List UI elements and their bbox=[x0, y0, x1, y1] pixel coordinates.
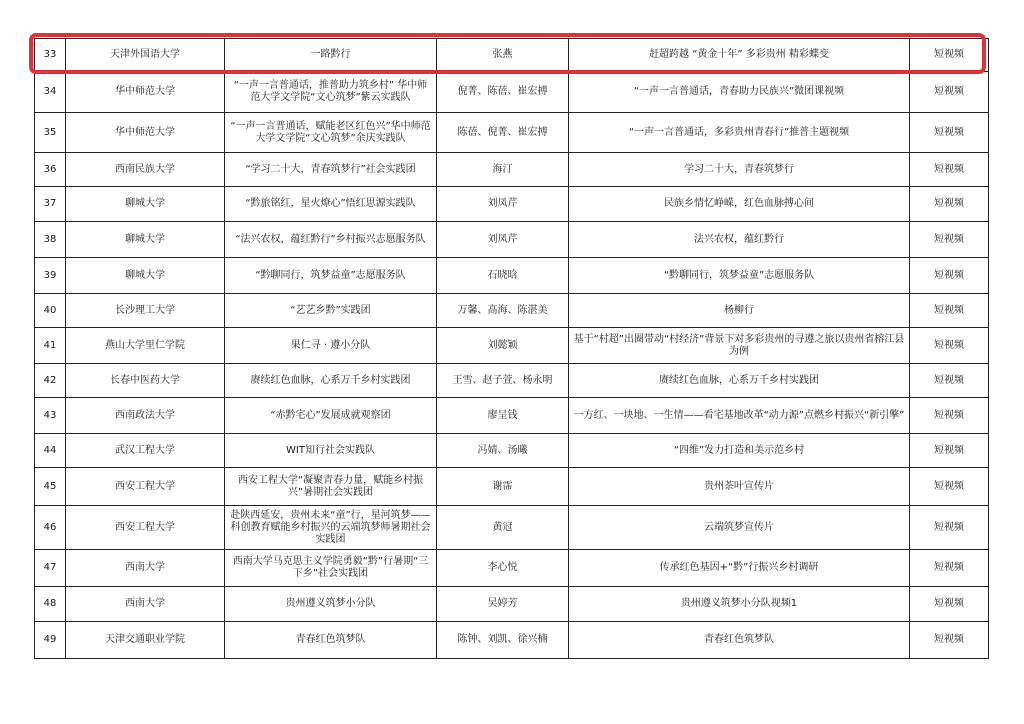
members-cell: 倪菁、陈蓓、崔宏搏 bbox=[437, 72, 569, 113]
team-cell: “一声一言普通话，赋能老区红色兴”华中师范大学文学院“文心筑梦”余庆实践队 bbox=[225, 113, 437, 153]
university-cell: 西南政法大学 bbox=[66, 398, 225, 434]
row-number-cell: 48 bbox=[35, 587, 66, 622]
university-cell: 华中师范大学 bbox=[66, 113, 225, 153]
members-cell: 黄冠 bbox=[437, 506, 569, 550]
row-number-cell: 38 bbox=[35, 222, 66, 258]
table-row bbox=[35, 39, 989, 72]
type-cell: 短视频 bbox=[910, 328, 989, 364]
row-number-cell: 36 bbox=[35, 153, 66, 187]
table-row bbox=[35, 622, 989, 659]
type-cell: 短视频 bbox=[910, 294, 989, 328]
row-number-cell: 34 bbox=[35, 72, 66, 113]
title-cell: 法兴农权，蕴红黔行 bbox=[569, 222, 910, 258]
team-cell: “一声一言普通话，推普助力筑乡村” 华中师范大学文学院“文心筑梦”紫云实践队 bbox=[225, 72, 437, 113]
university-cell: 聊城大学 bbox=[66, 187, 225, 222]
team-cell: “艺艺乡黔”实践团 bbox=[225, 294, 437, 328]
type-cell: 短视频 bbox=[910, 258, 989, 294]
members-cell: 石晓晗 bbox=[437, 258, 569, 294]
university-cell: 西南民族大学 bbox=[66, 153, 225, 187]
team-cell: 赓续红色血脉，心系万千乡村实践团 bbox=[225, 364, 437, 398]
members-cell: 刘懿颖 bbox=[437, 328, 569, 364]
table-body bbox=[35, 39, 989, 659]
members-cell: 张燕 bbox=[437, 39, 569, 72]
row-number-cell: 49 bbox=[35, 622, 66, 659]
team-cell: 青春红色筑梦队 bbox=[225, 622, 437, 659]
members-cell: 王雪、赵子萱、杨永明 bbox=[437, 364, 569, 398]
title-cell: 一方红、一块地、一生情——看宅基地改革“动力源”点燃乡村振兴“新引擎” bbox=[569, 398, 910, 434]
row-number-cell: 40 bbox=[35, 294, 66, 328]
table-row bbox=[35, 398, 989, 434]
table-row bbox=[35, 434, 989, 468]
members-cell: 谢霈 bbox=[437, 468, 569, 506]
university-cell: 聊城大学 bbox=[66, 258, 225, 294]
team-cell: “黔聊同行，筑梦益童”志愿服务队 bbox=[225, 258, 437, 294]
team-cell: 果仁寻 · 遵小分队 bbox=[225, 328, 437, 364]
title-cell: 贵州遵义筑梦小分队视频1 bbox=[569, 587, 910, 622]
type-cell: 短视频 bbox=[910, 550, 989, 587]
members-cell: 陈蓓、倪菁、崔宏搏 bbox=[437, 113, 569, 153]
type-cell: 短视频 bbox=[910, 39, 989, 72]
table-row bbox=[35, 294, 989, 328]
members-cell: 李心悦 bbox=[437, 550, 569, 587]
table-row bbox=[35, 587, 989, 622]
type-cell: 短视频 bbox=[910, 506, 989, 550]
table-row bbox=[35, 113, 989, 153]
row-number-cell: 44 bbox=[35, 434, 66, 468]
team-cell: 一路黔行 bbox=[225, 39, 437, 72]
row-number-cell: 41 bbox=[35, 328, 66, 364]
type-cell: 短视频 bbox=[910, 153, 989, 187]
type-cell: 短视频 bbox=[910, 468, 989, 506]
title-cell: “一声一言普通话，多彩贵州青春行”推普主题视频 bbox=[569, 113, 910, 153]
table-row bbox=[35, 550, 989, 587]
title-cell: 基于“村超”出圈带动“村经济”背景下对多彩贵州的寻遵之旅以贵州省榕江县为例 bbox=[569, 328, 910, 364]
title-cell: “黔聊同行，筑梦益童”志愿服务队 bbox=[569, 258, 910, 294]
members-cell: 廖呈钱 bbox=[437, 398, 569, 434]
row-number-cell: 33 bbox=[35, 39, 66, 72]
members-cell: 冯婧、汤曦 bbox=[437, 434, 569, 468]
type-cell: 短视频 bbox=[910, 622, 989, 659]
university-cell: 长春中医药大学 bbox=[66, 364, 225, 398]
team-cell: 西南大学马克思主义学院勇毅“黔”行暑期“三下乡”社会实践团 bbox=[225, 550, 437, 587]
team-cell: “赤黔宅心”发展成就观察团 bbox=[225, 398, 437, 434]
university-cell: 燕山大学里仁学院 bbox=[66, 328, 225, 364]
title-cell: 学习二十大，青春筑梦行 bbox=[569, 153, 910, 187]
table-row bbox=[35, 153, 989, 187]
title-cell: “一声一言普通话，青春助力民族兴”微团课视频 bbox=[569, 72, 910, 113]
title-cell: 青春红色筑梦队 bbox=[569, 622, 910, 659]
type-cell: 短视频 bbox=[910, 72, 989, 113]
table-row bbox=[35, 258, 989, 294]
row-number-cell: 42 bbox=[35, 364, 66, 398]
university-cell: 西南大学 bbox=[66, 550, 225, 587]
type-cell: 短视频 bbox=[910, 434, 989, 468]
university-cell: 聊城大学 bbox=[66, 222, 225, 258]
team-cell: 贵州遵义筑梦小分队 bbox=[225, 587, 437, 622]
table-row bbox=[35, 506, 989, 550]
entries-table bbox=[34, 38, 989, 659]
title-cell: 赶超跨越 “黄金十年” 多彩贵州 精彩蝶变 bbox=[569, 39, 910, 72]
table-row bbox=[35, 187, 989, 222]
members-cell: 刘凤芹 bbox=[437, 187, 569, 222]
row-number-cell: 37 bbox=[35, 187, 66, 222]
table-row bbox=[35, 364, 989, 398]
title-cell: 民族乡情忆峥嵘，红色血脉搏心间 bbox=[569, 187, 910, 222]
table-row bbox=[35, 72, 989, 113]
type-cell: 短视频 bbox=[910, 113, 989, 153]
team-cell: 赴陕西延安，贵州未来“童”行，星河筑梦——科创教育赋能乡村振兴的云端筑梦师暑期社会实践团 bbox=[225, 506, 437, 550]
team-cell: WIT知行社会实践队 bbox=[225, 434, 437, 468]
members-cell: 刘凤芹 bbox=[437, 222, 569, 258]
row-number-cell: 39 bbox=[35, 258, 66, 294]
members-cell: 陈钟、刘凯、徐兴楠 bbox=[437, 622, 569, 659]
university-cell: 西南大学 bbox=[66, 587, 225, 622]
members-cell: 万馨、高海、陈湛美 bbox=[437, 294, 569, 328]
members-cell: 吴婷芳 bbox=[437, 587, 569, 622]
university-cell: 天津外国语大学 bbox=[66, 39, 225, 72]
title-cell: 贵州茶叶宣传片 bbox=[569, 468, 910, 506]
type-cell: 短视频 bbox=[910, 398, 989, 434]
title-cell: 杨柳行 bbox=[569, 294, 910, 328]
title-cell: 云端筑梦宣传片 bbox=[569, 506, 910, 550]
type-cell: 短视频 bbox=[910, 587, 989, 622]
university-cell: 武汉工程大学 bbox=[66, 434, 225, 468]
university-cell: 华中师范大学 bbox=[66, 72, 225, 113]
team-cell: “黔旅铭红，星火燎心”悟红思源实践队 bbox=[225, 187, 437, 222]
row-number-cell: 47 bbox=[35, 550, 66, 587]
university-cell: 西安工程大学 bbox=[66, 506, 225, 550]
university-cell: 西安工程大学 bbox=[66, 468, 225, 506]
row-number-cell: 45 bbox=[35, 468, 66, 506]
members-cell: 海汀 bbox=[437, 153, 569, 187]
title-cell: 赓续红色血脉，心系万千乡村实践团 bbox=[569, 364, 910, 398]
type-cell: 短视频 bbox=[910, 187, 989, 222]
title-cell: 传承红色基因+“黔”行振兴乡村调研 bbox=[569, 550, 910, 587]
type-cell: 短视频 bbox=[910, 222, 989, 258]
university-cell: 长沙理工大学 bbox=[66, 294, 225, 328]
team-cell: “法兴农权，蕴红黔行”乡村振兴志愿服务队 bbox=[225, 222, 437, 258]
table-row bbox=[35, 328, 989, 364]
row-number-cell: 43 bbox=[35, 398, 66, 434]
university-cell: 天津交通职业学院 bbox=[66, 622, 225, 659]
row-number-cell: 35 bbox=[35, 113, 66, 153]
title-cell: “四维”发力打造和美示范乡村 bbox=[569, 434, 910, 468]
team-cell: 西安工程大学“凝聚青春力量，赋能乡村振兴”暑期社会实践团 bbox=[225, 468, 437, 506]
table-row bbox=[35, 468, 989, 506]
type-cell: 短视频 bbox=[910, 364, 989, 398]
table-row bbox=[35, 222, 989, 258]
team-cell: “学习二十大，青春筑梦行”社会实践团 bbox=[225, 153, 437, 187]
row-number-cell: 46 bbox=[35, 506, 66, 550]
